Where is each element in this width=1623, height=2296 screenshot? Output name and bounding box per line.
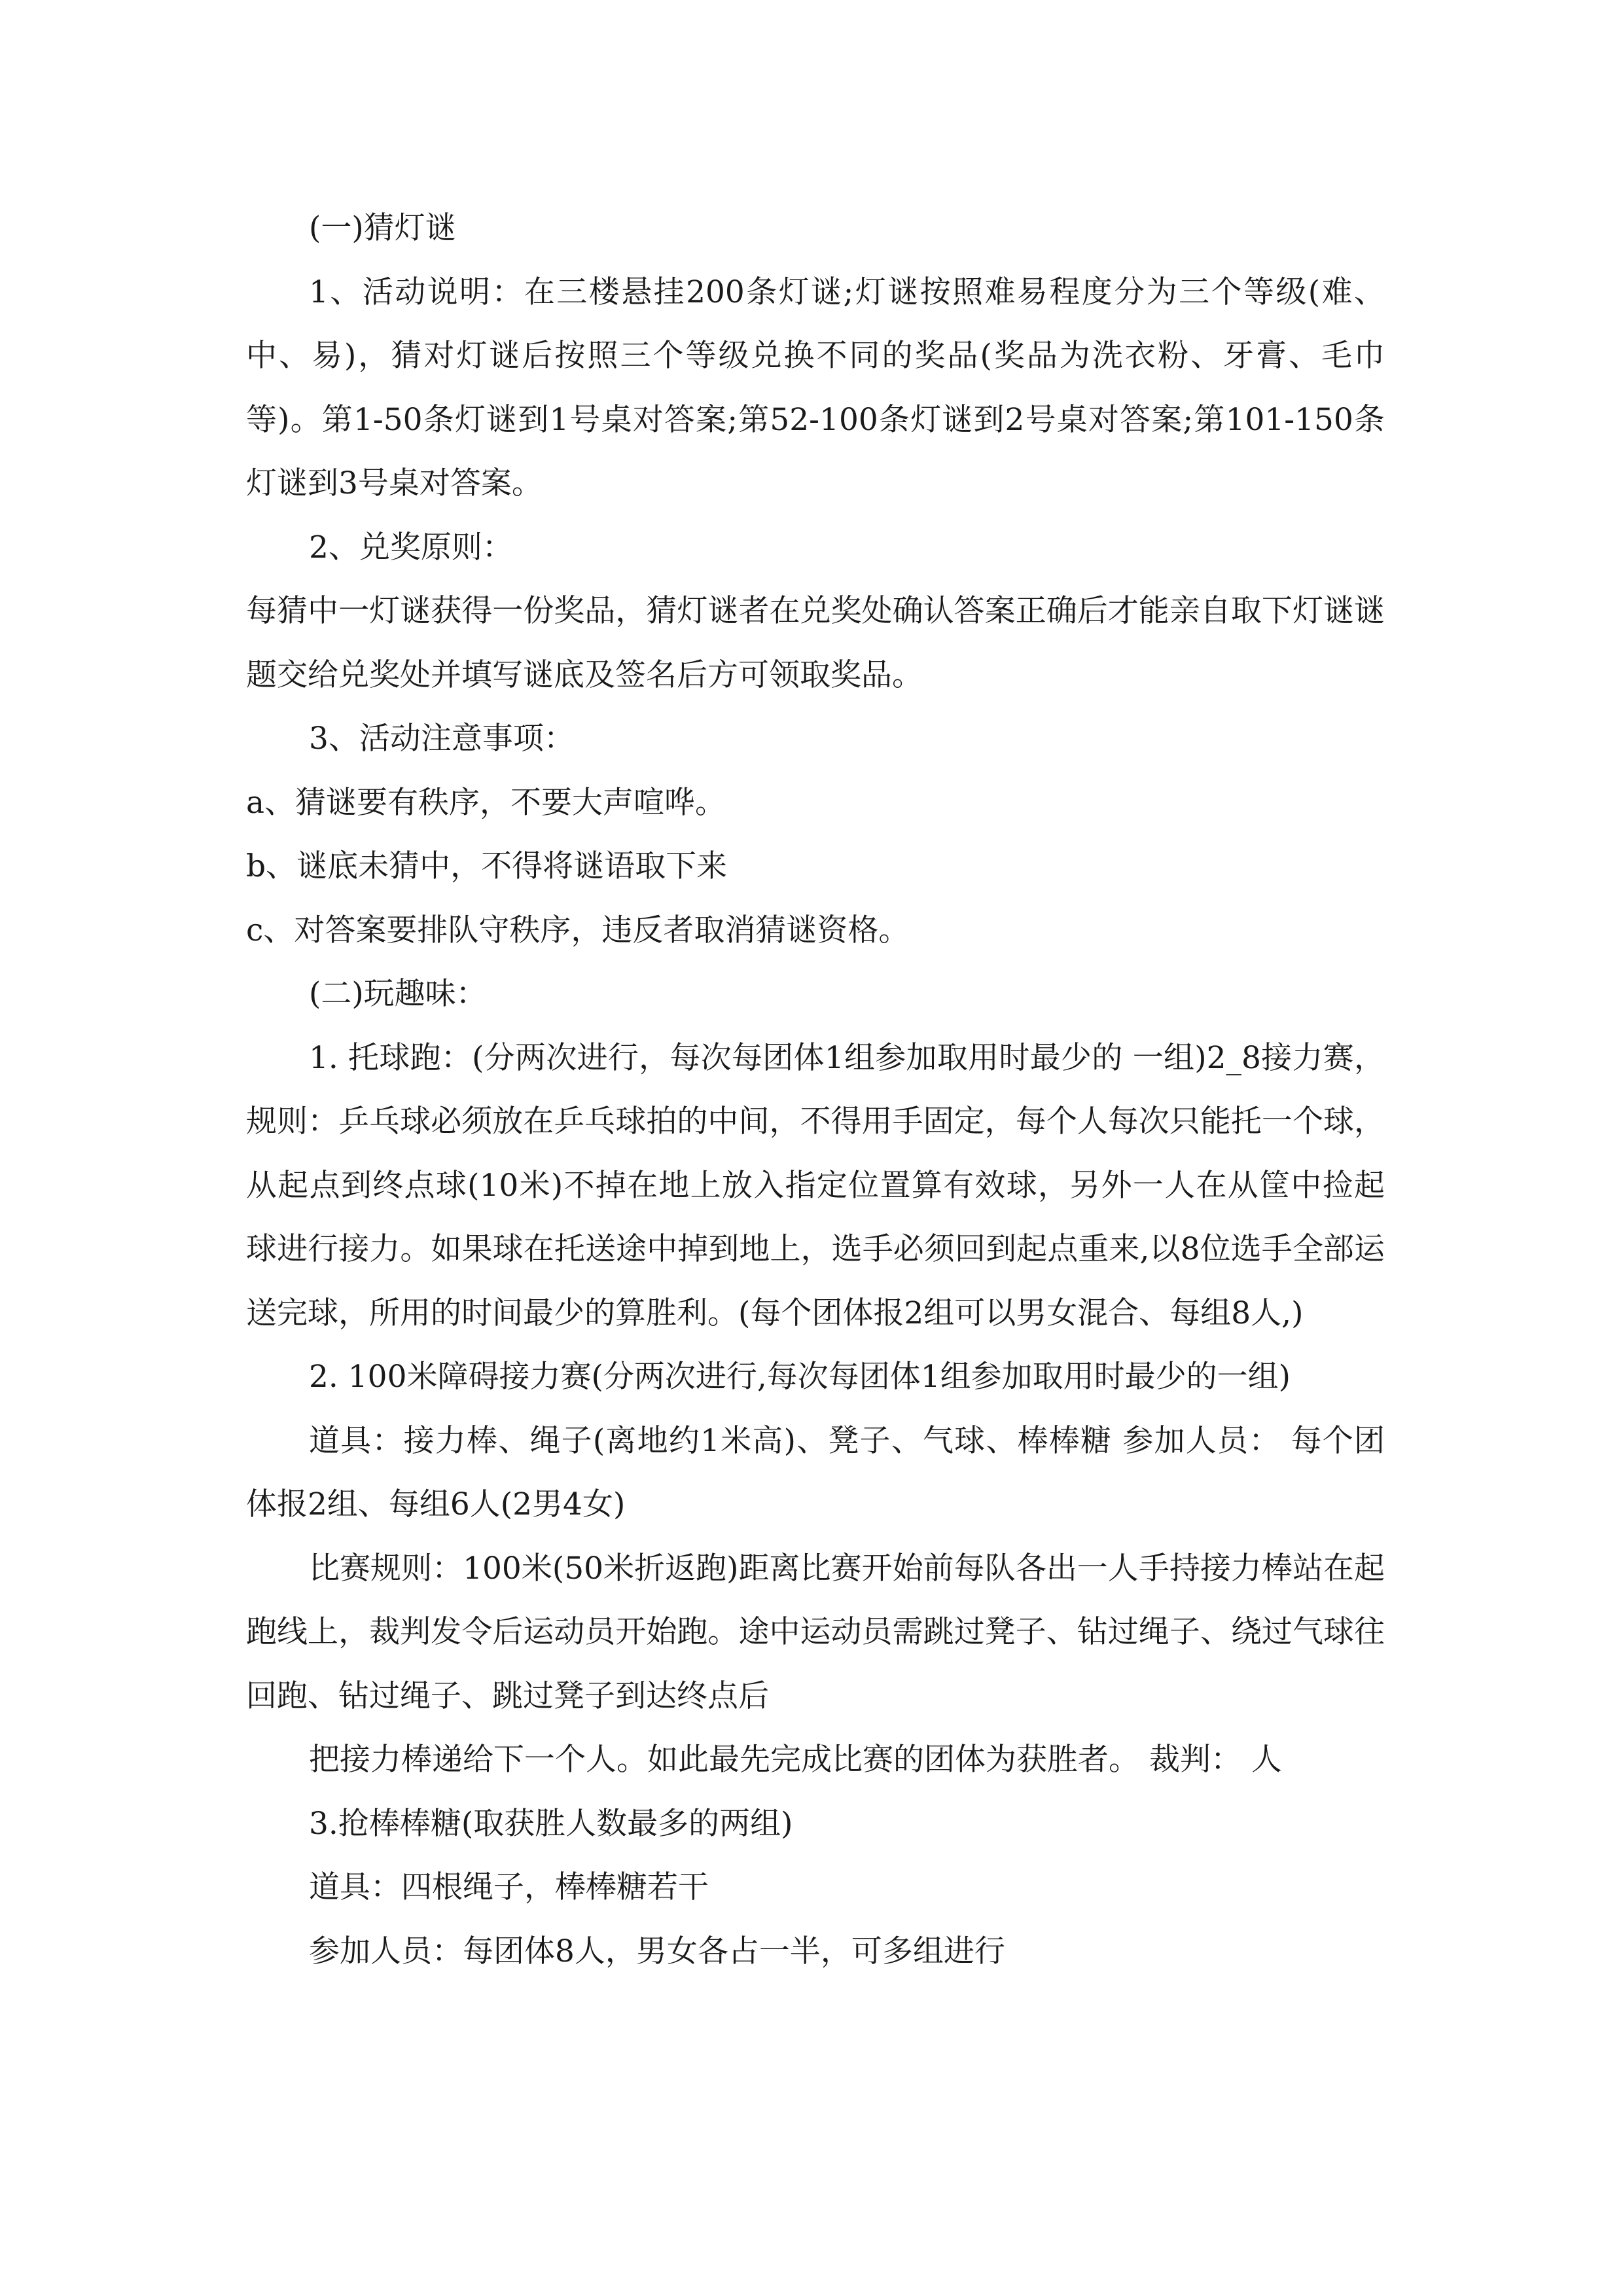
paragraph-obstacle-rules: 比赛规则：100米(50米折返跑)距离比赛开始前每队各出一人手持接力棒站在起跑线上，裁判发令后运动员开始跑。途中运动员需跳过凳子、钻过绳子、绕过气球往回跑、钻过绳子、跳过凳子到达终点后 xyxy=(246,1550,1385,1714)
paragraph-activity-description: 1、活动说明：在三楼悬挂200条灯谜;灯谜按照难易程度分为三个等级(难、中、易)，猜对灯谜后按照三个等级兑换不同的奖品(奖品为洗衣粉、牙膏、毛巾等)。第1-50条灯谜到1号桌对答案;第52-100条灯谜到2号桌对答案;第101-150条灯谜到3号桌对答案。 xyxy=(246,274,1385,501)
paragraph-obstacle-rules-continued: 把接力棒递给下一个人。如此最先完成比赛的团体为获胜者。 裁判： 人 xyxy=(309,1742,1282,1778)
paragraph-prize-principles: 每猜中一灯谜获得一份奖品，猜灯谜者在兑奖处确认答案正确后才能亲自取下灯谜谜题交给兑奖处并填写谜底及签名后方可领取奖品。 xyxy=(246,593,1385,693)
paragraph-prize-principles-heading: 2、兑奖原则： xyxy=(309,529,513,565)
section-heading-lantern-riddles: (一)猜灯谜 xyxy=(309,210,456,246)
paragraph-obstacle-relay-heading: 2. 100米障碍接力赛(分两次进行,每次每团体1组参加取用时最少的一组) xyxy=(309,1359,1291,1395)
paragraph-note-c: c、对答案要排队守秩序，违反者取消猜谜资格。 xyxy=(246,912,910,948)
paragraph-ball-relay: 1. 托球跑：(分两次进行，每次每团体1组参加取用时最少的 一组)2_8接力赛，规则：乒乓球必须放在乒乓球拍的中间，不得用手固定，每个人每次只能托一个球，从起点到终点球(10米)不掉在地上放入指定位置算有效球，另外一人在从筐中捡起球进行接力。如果球在托送途中掉到地上，选手必须回到起点重来,以8位选手全部运送完球，所用的时间最少的算胜利。(每个团体报2组可以男女混合、每组8人,) xyxy=(246,1039,1385,1331)
paragraph-lollipop-heading: 3.抢棒棒糖(取获胜人数最多的两组) xyxy=(309,1805,793,1842)
paragraph-lollipop-props: 道具：四根绳子，棒棒糖若干 xyxy=(309,1869,709,1905)
paragraph-notes-heading: 3、活动注意事项： xyxy=(309,721,575,757)
paragraph-obstacle-props: 道具：接力棒、绳子(离地约1米高)、凳子、气球、棒棒糖 参加人员： 每个团体报2组、每组6人(2男4女) xyxy=(246,1422,1385,1522)
document-body xyxy=(246,196,1385,1983)
paragraph-note-a: a、猜谜要有秩序，不要大声喧哗。 xyxy=(246,784,726,821)
paragraph-note-b: b、谜底未猜中，不得将谜语取下来 xyxy=(246,848,728,884)
section-heading-fun-games: (二)玩趣味： xyxy=(309,976,487,1012)
paragraph-lollipop-participants: 参加人员：每团体8人，男女各占一半，可多组进行 xyxy=(309,1933,1005,1969)
